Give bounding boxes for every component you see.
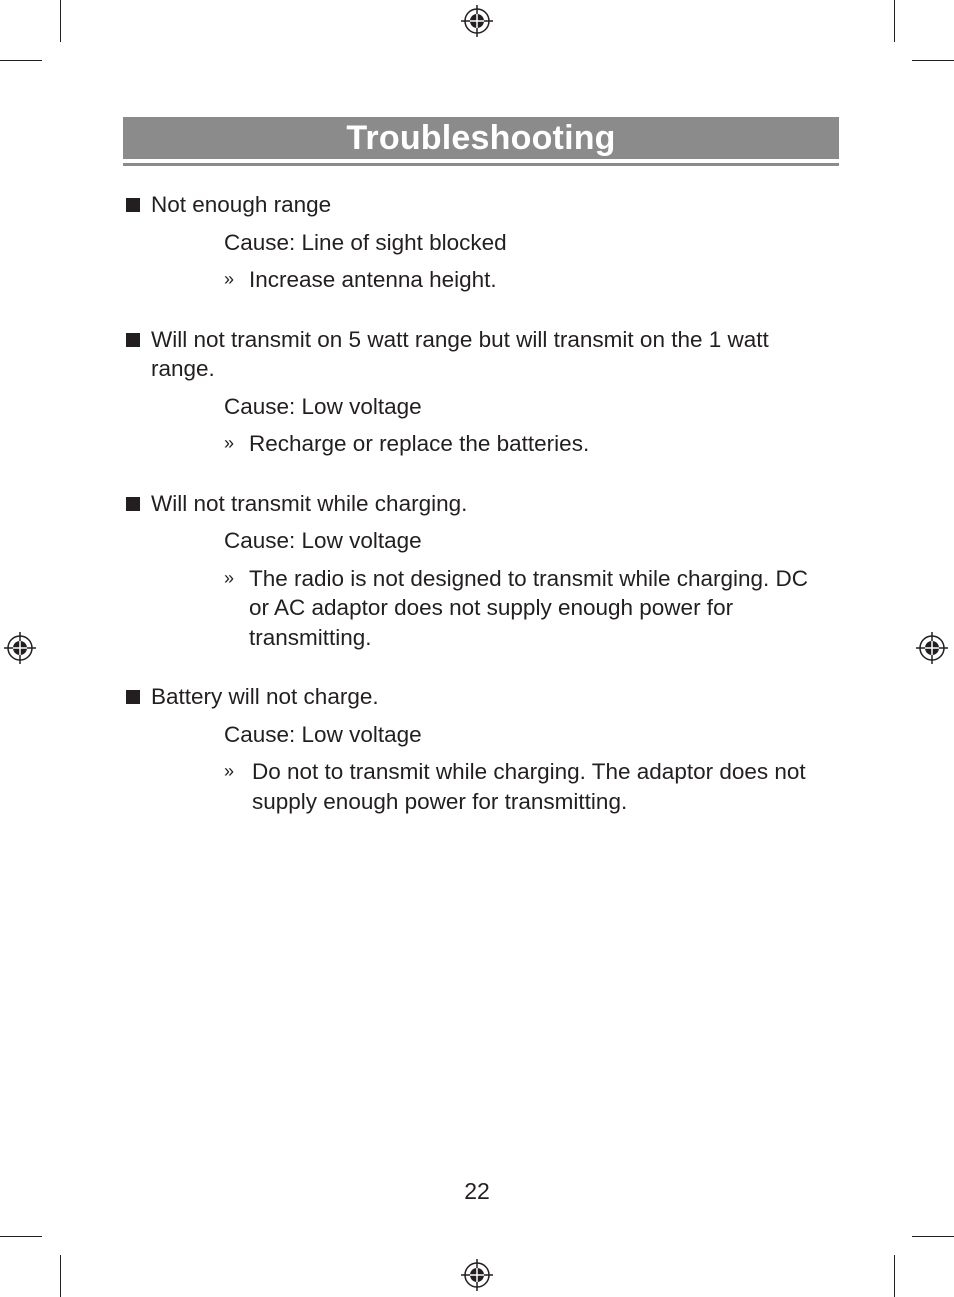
- problem-heading: [124, 190, 824, 220]
- registration-mark-icon: [915, 631, 949, 665]
- page-title: Troubleshooting: [346, 119, 616, 157]
- remedy-text: Increase antenna height.: [249, 267, 497, 292]
- problem-text: Will not transmit while charging.: [151, 490, 468, 516]
- problem-text: Will not transmit on 5 watt range but will transmit on the 1 watt range.: [151, 326, 769, 381]
- crop-mark: [912, 1236, 954, 1237]
- problem-heading: [124, 489, 824, 519]
- troubleshooting-list: [124, 190, 824, 846]
- square-bullet-icon: [126, 497, 140, 511]
- square-bullet-icon: [126, 333, 140, 347]
- crop-mark: [894, 1255, 895, 1297]
- crop-mark: [60, 1255, 61, 1297]
- chevron-right-icon: »: [224, 269, 235, 289]
- troubleshooting-item: [124, 682, 824, 816]
- page-number: 22: [464, 1178, 490, 1204]
- registration-mark-icon: [460, 1258, 494, 1292]
- remedy: [124, 429, 824, 459]
- registration-mark-icon: [3, 631, 37, 665]
- problem-text: Not enough range: [151, 192, 332, 217]
- cause-text: Cause: Low voltage: [224, 721, 422, 747]
- chevron-right-icon: »: [224, 567, 235, 588]
- remedy: [124, 265, 824, 295]
- remedy-text: The radio is not designed to transmit while charging. DC or AC adaptor does not supply enough power for transmitting.: [249, 565, 809, 650]
- crop-mark: [0, 60, 42, 61]
- crop-mark: [0, 1236, 42, 1237]
- problem-heading: [124, 682, 824, 712]
- problem-text: Battery will not charge.: [151, 684, 379, 709]
- cause-text: Cause: Low voltage: [224, 528, 422, 553]
- problem-heading: [124, 325, 824, 384]
- troubleshooting-item: [124, 489, 824, 653]
- cause-text: Cause: Low voltage: [224, 393, 422, 419]
- remedy: [124, 564, 824, 653]
- square-bullet-icon: [126, 690, 140, 704]
- crop-mark: [894, 0, 895, 42]
- square-bullet-icon: [126, 198, 140, 212]
- remedy-text: Recharge or replace the batteries.: [249, 431, 590, 456]
- troubleshooting-item: [124, 190, 824, 295]
- remedy: [124, 757, 824, 816]
- chevron-right-icon: »: [224, 433, 235, 453]
- crop-mark: [60, 0, 61, 42]
- cause-text: Cause: Line of sight blocked: [224, 229, 507, 255]
- crop-mark: [912, 60, 954, 61]
- troubleshooting-item: [124, 325, 824, 459]
- registration-mark-icon: [460, 4, 494, 38]
- remedy-text: Do not to transmit while charging. The adaptor does not supply enough power for transmitting.: [252, 759, 806, 814]
- title-bar: [123, 117, 839, 163]
- chevron-right-icon: »: [224, 761, 235, 781]
